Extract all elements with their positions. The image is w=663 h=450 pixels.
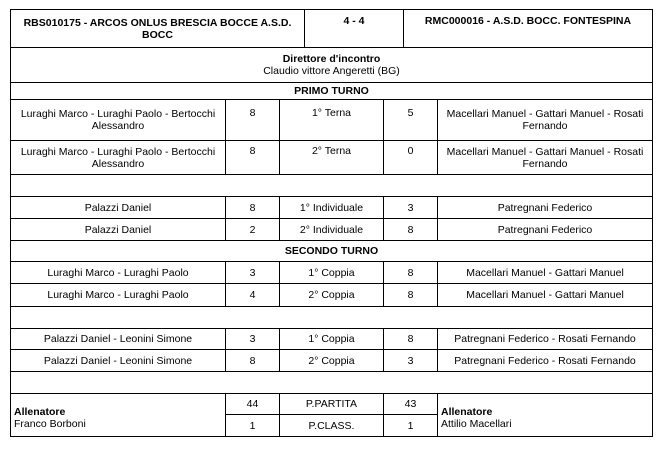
away-score: 8 <box>407 223 414 236</box>
away-score: 0 <box>407 145 414 157</box>
home-score: 8 <box>249 201 256 214</box>
game-type: 2° Individuale <box>299 223 364 236</box>
turno-1-title: PRIMO TURNO <box>294 85 369 97</box>
home-team-name: RBS010175 - ARCOS ONLUS BRESCIA BOCCE A.S.D. BOCC <box>23 16 292 41</box>
director-label: Direttore d'incontro <box>282 53 381 65</box>
game-type: 2° Coppia <box>308 289 355 301</box>
director-name: Claudio vittore Angeretti (BG) <box>263 65 400 77</box>
away-players: Patregnani Federico - Rosati Fernando <box>454 354 636 367</box>
home-score: 8 <box>249 107 256 119</box>
director-block <box>11 48 652 82</box>
away-players: Patregnani Federico <box>497 223 593 236</box>
home-class-points: 1 <box>249 419 256 432</box>
game-type: 1° Individuale <box>299 201 364 214</box>
away-score: 8 <box>407 266 414 279</box>
away-players: Macellari Manuel - Gattari Manuel <box>466 266 624 279</box>
game-type: 1° Coppia <box>308 266 355 279</box>
home-players: Palazzi Daniel <box>84 201 152 214</box>
home-partita-points: 44 <box>246 398 259 410</box>
game-type: 1° Terna <box>311 107 352 119</box>
home-players: Luraghi Marco - Luraghi Paolo <box>47 266 189 279</box>
game-type: 2° Coppia <box>308 354 355 367</box>
away-team-name: RMC000016 - A.S.D. BOCC. FONTESPINA <box>424 15 632 27</box>
away-players: Macellari Manuel - Gattari Manuel <box>466 289 624 301</box>
home-players: Palazzi Daniel <box>84 223 152 236</box>
away-partita-points: 43 <box>404 398 417 410</box>
away-score: 8 <box>407 289 414 301</box>
home-players: Luraghi Marco - Luraghi Paolo - Bertocchi Alessandro <box>20 145 216 170</box>
away-players: Patregnani Federico <box>497 201 593 214</box>
home-score: 8 <box>249 145 256 157</box>
partita-label: P.PARTITA <box>305 398 358 410</box>
game-type: 2° Terna <box>311 145 352 157</box>
away-coach-block <box>438 394 652 436</box>
home-score: 4 <box>249 289 256 301</box>
home-coach-label: Allenatore <box>14 406 66 418</box>
match-score: 4 - 4 <box>343 15 365 27</box>
match-report-sheet <box>10 9 653 437</box>
away-score: 5 <box>407 107 414 119</box>
home-score: 8 <box>249 354 256 367</box>
away-score: 3 <box>407 354 414 367</box>
class-label: P.CLASS. <box>308 419 355 432</box>
turno-2-title: SECONDO TURNO <box>284 245 379 257</box>
away-score: 8 <box>407 333 414 345</box>
away-coach-name: Attilio Macellari <box>441 418 512 430</box>
away-class-points: 1 <box>407 419 414 432</box>
away-players: Patregnani Federico - Rosati Fernando <box>454 333 636 345</box>
home-score: 2 <box>249 223 256 236</box>
home-players: Luraghi Marco - Luraghi Paolo - Bertocchi Alessandro <box>20 108 216 132</box>
away-players: Macellari Manuel - Gattari Manuel - Rosati Fernando <box>446 145 644 170</box>
home-score: 3 <box>249 266 256 279</box>
away-coach-label: Allenatore <box>441 406 493 418</box>
home-coach-name: Franco Borboni <box>14 418 86 430</box>
home-coach-block <box>11 394 225 436</box>
game-type: 1° Coppia <box>308 333 355 345</box>
home-players: Palazzi Daniel - Leonini Simone <box>43 354 193 367</box>
home-players: Palazzi Daniel - Leonini Simone <box>43 333 193 345</box>
home-score: 3 <box>249 333 256 345</box>
away-score: 3 <box>407 201 414 214</box>
home-players: Luraghi Marco - Luraghi Paolo <box>47 289 189 301</box>
away-players: Macellari Manuel - Gattari Manuel - Rosati Fernando <box>446 108 644 132</box>
